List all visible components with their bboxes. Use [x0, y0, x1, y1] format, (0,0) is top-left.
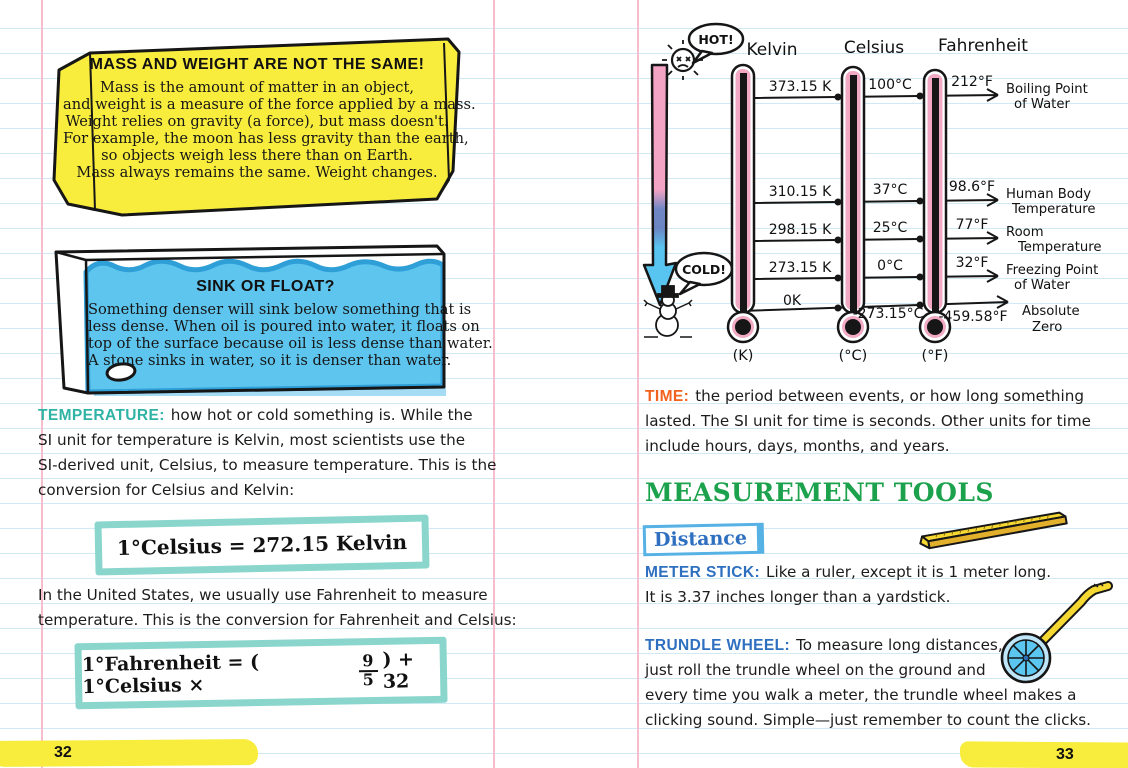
callout-line: less dense. When oil is poured into water, it floats on: [88, 318, 480, 335]
margin-line-right-page: [637, 0, 639, 768]
meter-stick-illustration: [912, 508, 1077, 558]
measurement-tools-heading: MEASUREMENT TOOLS: [645, 478, 994, 507]
definition-text: SI-derived unit, Celsius, to measure temperature. This is the: [38, 456, 497, 474]
conversion-formula-prefix: 1°Fahrenheit = ( 1°Celsius ×: [81, 651, 260, 699]
thermometer-celsius: [838, 67, 868, 342]
page-number-right: 33: [1056, 746, 1074, 763]
page-number-highlight: [0, 739, 258, 767]
snowman-icon: [644, 286, 692, 337]
trundle-wheel-definition: [645, 633, 1115, 733]
conversion-formula: 1°Celsius = 272.15 Kelvin: [116, 529, 408, 561]
celsius-value: 0°C: [877, 258, 903, 274]
page-number-highlight: [960, 741, 1128, 768]
definition-label: METER STICK:: [645, 564, 761, 581]
fahrenheit-value: 212°F: [951, 74, 993, 90]
paragraph-line: temperature. This is the conversion for Fahrenheit and Celsius:: [38, 611, 517, 629]
cold-speech-bubble: [676, 253, 732, 294]
celsius-value: 37°C: [872, 182, 908, 198]
callout-line: Something denser will sink below something that is: [88, 301, 472, 318]
kelvin-value: 0K: [782, 293, 802, 309]
kelvin-value: 373.15 K: [768, 79, 832, 95]
definition-text: It is 3.37 inches longer than a yardstick.: [645, 588, 951, 606]
row-label: Temperature: [1012, 202, 1096, 217]
fraction-numerator: 9: [362, 651, 374, 671]
mass-weight-callout: [63, 56, 476, 181]
definition-label: TIME:: [645, 388, 690, 405]
row-label: Zero: [1032, 320, 1063, 335]
definition-text: how hot or cold something is. While the: [170, 406, 473, 424]
callout-line: so objects weigh less there than on Earth.: [101, 147, 413, 164]
fahrenheit-intro-paragraph: [38, 583, 517, 633]
definition-text: conversion for Celsius and Kelvin:: [38, 481, 295, 499]
svg-text:COLD!: COLD!: [682, 262, 726, 277]
definition-text: include hours, days, months, and years.: [645, 437, 950, 455]
column-header-kelvin: Kelvin: [746, 40, 798, 60]
definition-text: lasted. The SI unit for time is seconds. Other units for time: [645, 412, 1091, 430]
definition-text: just roll the trundle wheel on the ground and: [645, 661, 986, 679]
page-number-left: 32: [54, 744, 72, 761]
row-label: Room: [1006, 225, 1044, 240]
fahrenheit-value: 77°F: [955, 217, 989, 233]
row-label: Freezing Point: [1006, 263, 1099, 278]
temperature-scales-diagram: [640, 15, 1125, 373]
sink-float-callout: [88, 278, 493, 369]
callout-line: For example, the moon has less gravity than the earth,: [63, 130, 469, 147]
margin-line-left-page-edge: [493, 0, 495, 768]
paragraph-line: In the United States, we usually use Fahrenheit to measure: [38, 586, 488, 604]
formula-fraction: [358, 653, 378, 689]
row-label: of Water: [1014, 278, 1070, 293]
temperature-definition: [38, 403, 498, 503]
fahrenheit-conversion-box: [74, 637, 447, 709]
callout-title: MASS AND WEIGHT ARE NOT THE SAME!: [89, 56, 425, 73]
column-header-celsius: Celsius: [843, 38, 905, 58]
axis-label-fahrenheit: (°F): [921, 348, 949, 364]
row-label: of Water: [1014, 97, 1070, 112]
fahrenheit-value: -459.58°F: [938, 309, 1008, 325]
axis-label-celsius: (°C): [838, 348, 868, 364]
callout-line: Weight relies on gravity (a force), but mass doesn't.: [65, 113, 449, 130]
row-label: Absolute: [1022, 304, 1080, 319]
row-label: Temperature: [1018, 240, 1102, 255]
celsius-value: -273.15°C: [852, 306, 924, 322]
callout-line: Mass is the amount of matter in an object,: [100, 79, 414, 96]
kelvin-value: 298.15 K: [768, 222, 832, 238]
callout-line: Mass always remains the same. Weight changes.: [76, 164, 438, 181]
time-definition: [645, 384, 1115, 459]
callout-line: and weight is a measure of the force applied by a mass.: [63, 96, 476, 113]
fahrenheit-value: 98.6°F: [948, 179, 996, 195]
callout-title: SINK OR FLOAT?: [196, 278, 335, 295]
conversion-formula-suffix: ) + 32: [382, 648, 415, 693]
definition-text: the period between events, or how long something: [695, 387, 1085, 405]
kelvin-value: 310.15 K: [768, 184, 832, 200]
thermometer-fahrenheit: [920, 70, 950, 342]
celsius-value: 100°C: [868, 77, 912, 93]
row-label: Human Body: [1006, 187, 1092, 202]
celsius-conversion-box: [94, 515, 429, 576]
temperature-scale-arrow-icon: [644, 65, 676, 305]
axis-label-kelvin: (K): [732, 348, 754, 364]
definition-label: TEMPERATURE:: [38, 407, 165, 424]
scale-row-lines: [740, 89, 1008, 311]
hot-speech-bubble: [689, 24, 743, 63]
callout-line: A stone sinks in water, so it is denser than water.: [88, 352, 452, 369]
definition-text: To measure long distances,: [796, 636, 1003, 654]
fahrenheit-value: 32°F: [955, 255, 989, 271]
celsius-value: 25°C: [872, 220, 908, 236]
definition-label: TRUNDLE WHEEL:: [645, 637, 791, 654]
distance-tag: Distance: [643, 523, 765, 557]
definition-text: every time you walk a meter, the trundle wheel makes a: [645, 686, 1077, 704]
thermometer-kelvin: [728, 65, 758, 342]
callout-line: top of the surface because oil is less dense than water.: [88, 335, 493, 352]
definition-text: SI unit for temperature is Kelvin, most scientists use the: [38, 431, 466, 449]
definition-text: Like a ruler, except it is 1 meter long.: [766, 563, 1052, 581]
kelvin-value: 273.15 K: [768, 260, 832, 276]
column-header-fahrenheit: Fahrenheit: [938, 36, 1028, 56]
fraction-denominator: 5: [358, 670, 377, 689]
definition-text: clicking sound. Simple—just remember to count the clicks.: [645, 711, 1092, 729]
svg-text:HOT!: HOT!: [698, 32, 734, 47]
row-label: Boiling Point: [1006, 82, 1088, 97]
